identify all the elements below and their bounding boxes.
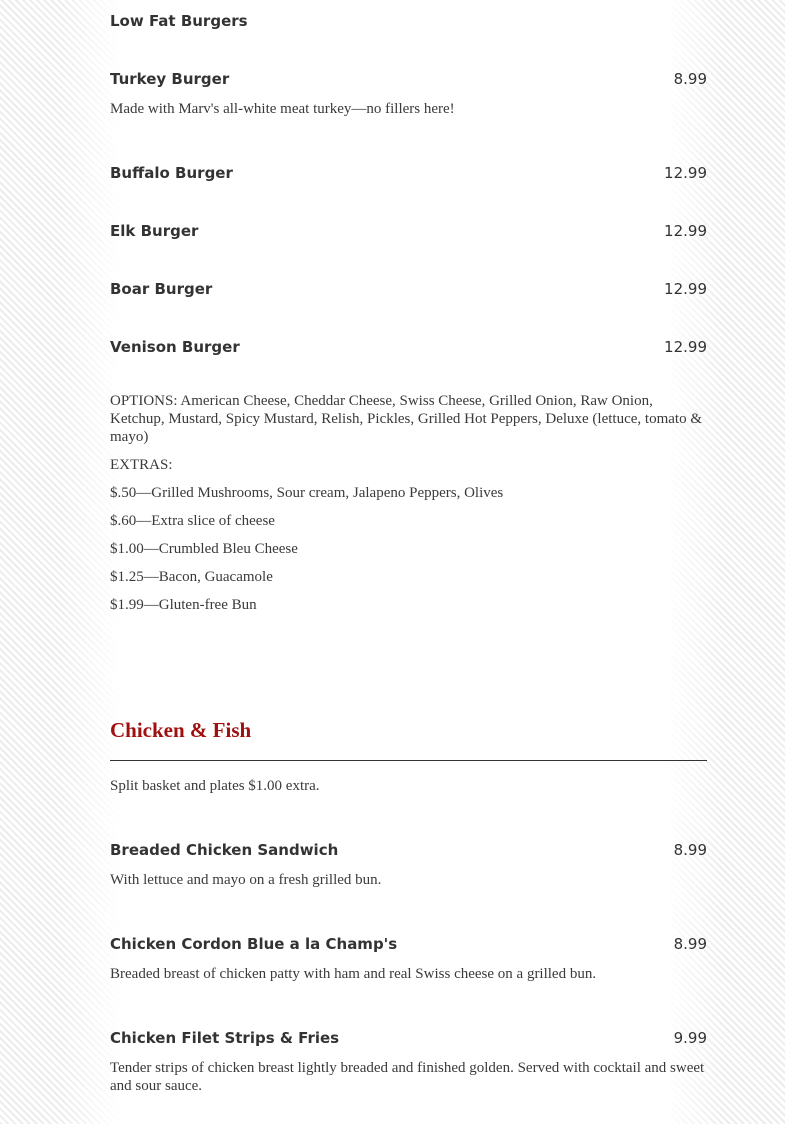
section-note: Split basket and plates $1.00 extra. <box>110 778 320 794</box>
menu-item-description: With lettuce and mayo on a fresh grilled bun. <box>110 872 382 888</box>
menu-item-breaded-chicken-sandwich <box>110 840 707 860</box>
menu-item-description: Tender strips of chicken breast lightly breaded and finished golden. Served with cocktail and sweet and sour sauce. <box>110 1060 705 1094</box>
extras-line: $.60—Extra slice of cheese <box>110 513 275 529</box>
menu-item-boar-burger <box>110 279 707 299</box>
menu-item-description: Breaded breast of chicken patty with ham and real Swiss cheese on a grilled bun. <box>110 966 597 982</box>
menu-item-venison-burger <box>110 337 707 357</box>
menu-item-name: Boar Burger <box>110 280 213 298</box>
menu-item-price: 8.99 <box>673 70 707 88</box>
menu-item-buffalo-burger <box>110 163 707 183</box>
extras-line: $1.00—Crumbled Bleu Cheese <box>110 541 298 557</box>
menu-item-elk-burger <box>110 221 707 241</box>
section-title-chicken-fish: Chicken & Fish <box>110 718 252 742</box>
menu-item-name: Chicken Cordon Blue a la Champ's <box>110 935 398 953</box>
menu-item-name: Breaded Chicken Sandwich <box>110 841 339 859</box>
menu-item-description: Made with Marv's all-white meat turkey—no fillers here! <box>110 101 455 117</box>
menu-item-name: Venison Burger <box>110 338 240 356</box>
menu-item-price: 12.99 <box>664 280 707 298</box>
menu-item-chicken-filet-strips <box>110 1028 707 1048</box>
burger-options: OPTIONS: American Cheese, Cheddar Cheese, Swiss Cheese, Grilled Onion, Raw Onion, Ketchup, Mustard, Spicy Mustard, Relish, Pickles, Grilled Hot Peppers, Deluxe (lettuce, tomato & mayo) <box>110 393 702 445</box>
menu-item-price: 12.99 <box>664 338 707 356</box>
extras-line: $1.25—Bacon, Guacamole <box>110 569 273 585</box>
menu-item-price: 9.99 <box>673 1029 707 1047</box>
menu-item-name: Elk Burger <box>110 222 199 240</box>
extras-line: $.50—Grilled Mushrooms, Sour cream, Jalapeno Peppers, Olives <box>110 485 504 501</box>
menu-item-price: 8.99 <box>673 841 707 859</box>
extras-heading: EXTRAS: <box>110 457 173 473</box>
menu-item-turkey-burger <box>110 69 707 89</box>
menu-item-name: Turkey Burger <box>110 70 230 88</box>
menu-item-name: Chicken Filet Strips & Fries <box>110 1029 340 1047</box>
menu-item-price: 12.99 <box>664 164 707 182</box>
section-heading-low-fat-burgers: Low Fat Burgers <box>110 12 248 30</box>
section-divider <box>110 760 707 761</box>
menu-item-name: Buffalo Burger <box>110 164 233 182</box>
menu-item-price: 8.99 <box>673 935 707 953</box>
menu-item-price: 12.99 <box>664 222 707 240</box>
menu-item-chicken-cordon-blue <box>110 934 707 954</box>
extras-line: $1.99—Gluten-free Bun <box>110 597 257 613</box>
